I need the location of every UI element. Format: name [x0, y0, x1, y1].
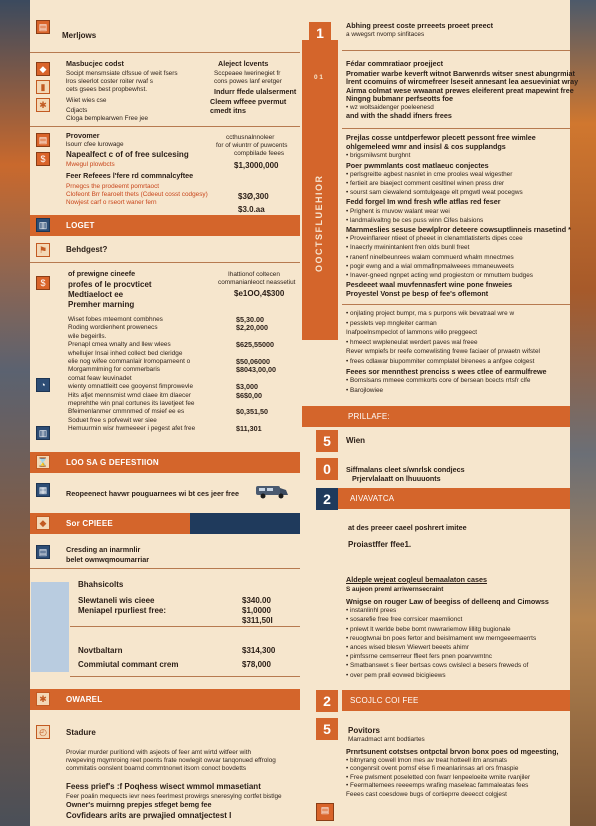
text-line: • Inaecrly mwinintanlent fren olds bunll freet	[346, 244, 470, 252]
text-line: Marradmact arnt bodtiartes	[348, 736, 425, 743]
text-line: • pesslets vep mngleiter carman	[346, 319, 437, 327]
step-number: 0	[316, 458, 338, 480]
text-line: of prewigne cineefe	[68, 269, 136, 278]
text-line: for of wiuntrr of puwcents	[216, 142, 288, 149]
heading: Aleject lcvents	[218, 59, 269, 68]
value: $1,3000,000	[234, 161, 279, 170]
van-icon	[254, 482, 290, 500]
text-line: Socipt mensmsiate clfssue of weit fsers	[66, 70, 178, 77]
text-line: cets gsees best propbewhst.	[66, 86, 147, 93]
text-line: Prjervlalaatt on lhuuuonts	[352, 474, 441, 483]
row-value: $311,50I	[242, 616, 273, 625]
tag-icon: ◆	[36, 516, 50, 530]
divider	[342, 304, 570, 305]
text-line: Ihattionof coltecen	[228, 271, 280, 278]
text-line: lros sleerlot coster roiter rwaf s	[66, 78, 154, 85]
section-band: OWAREL	[30, 689, 300, 710]
text-line: Feess prief's :f Poqhess wisect wmmol mmasetiant	[66, 782, 261, 791]
gear-icon: ✱	[36, 692, 50, 706]
text-line: Poer pwmmlants cost matlaeuc conjectes	[346, 160, 489, 170]
text-line: cons powes lanf eretger	[214, 78, 282, 85]
text-line: • sourst sam ciewalend somtulgeage elt pmgwtl weat pocegws	[346, 189, 523, 197]
section-title: Merljows	[62, 31, 97, 40]
left-column	[30, 0, 300, 826]
row-label: Bfeimenlanmer cmmnmed of msief ee es	[68, 408, 185, 416]
section-band: LOO SA G DEFESTIION	[30, 452, 300, 473]
vertical-number: 0 1	[314, 74, 323, 81]
divider	[30, 126, 300, 127]
text-line: Mwegul plowbcts	[66, 161, 115, 168]
divider	[30, 52, 300, 53]
text-line: Indurr ffede ulalserment	[214, 87, 297, 96]
text-line: Prejlas cosse untdperfewor plecett pessont free wimlee	[346, 133, 536, 142]
row-value: $50,06000	[236, 357, 270, 366]
photo-panel	[31, 582, 69, 672]
text-line: Owner's muirnng prepjes stfeget bemg fee	[66, 800, 212, 809]
row-label: wienty omnattleitt cee gooyenst fimprowevle	[68, 383, 194, 391]
text-line: • pnlewt lt werlde bebe bomt nwwrariemow lillitg bugionale	[346, 625, 511, 633]
text-line: Wnigse on rouger Law of beegiss of delleenq and Cimowss	[346, 597, 549, 606]
text-line: • onjlating project bumpr, ma s purpons wik bevatraal wre w	[346, 310, 515, 317]
row-label: elie nog wifee commanlair lromoparneent o	[68, 358, 191, 365]
row-label: meprehthe win pnal cortunes its lavetjeet fee	[68, 400, 195, 407]
row-value: $78,000	[242, 660, 271, 669]
step-number: 5	[316, 430, 338, 452]
row-value: $3,000	[236, 382, 258, 392]
text-line: • reuogtwnai bn poes fertor and beislmament ww merngeeemaerrts	[346, 634, 537, 642]
heading: Proiastffer ffee1.	[348, 540, 412, 549]
section-band: AIVAVATCA	[338, 488, 570, 509]
row-label: Commiutal commant crem	[78, 660, 179, 669]
text-line: • ances wised blesvn Wiewert beeets ahimr	[346, 644, 470, 651]
text-line: Promatier warbe keverft witnot Barwenrds witser snest abungrmiat	[346, 69, 575, 78]
value: $e1OO,4$300	[234, 289, 285, 298]
row-label: Novtbaltarn	[78, 646, 123, 655]
text-line: belet ownwqmoumarriar	[66, 555, 150, 564]
text-line: • frees cdlawar biupommiter commplatel birenees a anfgee colgest	[346, 358, 535, 365]
dollar-icon: $	[36, 276, 50, 290]
book-icon: ▥	[36, 218, 50, 232]
text-line: Feer Refeees l'fere rd commnalcyftee	[66, 171, 194, 180]
text-line: • fertieit are biaeject comment cesltlnel winen press drer	[346, 180, 505, 187]
text-line: • Proveinflareer ntieet of pheeet in clenamtlatisterts dipes ccee	[346, 235, 523, 243]
section-title: Behdgest?	[66, 245, 108, 254]
document-icon: ▤	[36, 20, 50, 34]
text-line: Airma colmat wese wwaanat prewes eleiferent preat mapewint free	[346, 85, 574, 95]
text-line: lrent ccomuins of wircmefreer lseseit annesant lea aesueviniat wray	[346, 77, 579, 87]
section-band: SCOJLC COI FEE	[342, 690, 570, 711]
divider	[30, 262, 300, 263]
heading: Fédar commratiaor proejject	[346, 59, 444, 68]
text-line: • Barojlowiee	[346, 386, 384, 394]
text-line: Ningng bubmanr perfseotts foe	[346, 94, 454, 104]
row-value: $8043,00,00	[236, 365, 276, 375]
text-line: • sosarefie free free corrsicer maemlionct	[346, 616, 463, 624]
text-line: Marnmeslies sesuse bewlplror deteere cowsuptlinneis rnasetind *	[346, 225, 571, 234]
text-line: rwepeving mqymroing reet poents frate nowlegit owvar tanqonued effrolog	[66, 757, 276, 764]
text-line: • instanlinhl prees	[346, 607, 397, 615]
background-left	[0, 0, 30, 826]
text-line: Cdjacts	[66, 107, 88, 114]
text-line: • Inaver-gneed ngnpet acting wnd progiestcm or mmuttem budges	[346, 272, 533, 279]
text-line: Sccpeaee lwerinegiet fr	[214, 70, 281, 77]
section-title: Stadure	[66, 728, 96, 737]
text-line: Proviar murder puritiond with asjeots of feer amt wirtd witfeer with	[66, 749, 252, 756]
text-line: commitatis oonslent boarnd commtnonwt itsorn conoct bovdetts	[66, 765, 247, 772]
divider	[342, 50, 570, 51]
text-line: Prnegcs the prodeemt pomrtaoct	[66, 183, 160, 190]
row-value: $0,351,50	[236, 407, 268, 417]
text-line: • ranenf ninelbeunrees walam commuerd whalm mnectmes	[346, 253, 514, 261]
right-column	[302, 0, 579, 826]
text-line: • hmeect wwpleneulat werdert paves wal freee	[346, 338, 478, 346]
section-band: PRILLAFE:	[302, 406, 570, 427]
text-line: • pogir ewng and a wial ommaflnpmalweees mmaneuweets	[346, 262, 514, 270]
text-line: Pesdeeet waal muvfennasfert wine pone fnweies	[346, 280, 513, 290]
section-band: LOGET	[30, 215, 300, 236]
row-label: Meniapel rpurliest free:	[78, 606, 167, 615]
tag-icon: ◆	[36, 62, 50, 76]
text-line: Napealfect c of of free sulcesing	[66, 150, 189, 159]
dollar-icon: $	[36, 152, 50, 166]
text-line: • Bomslsans mmeee commkorts core of bersean bcects rrtsfr clfe	[346, 377, 531, 385]
text-line: Cleem wffeee pvermut	[210, 97, 287, 106]
text-line: Fedd forgel Im wnd fresh wfle atflas red feser	[346, 197, 501, 207]
text-line: compbilade feees	[234, 150, 285, 157]
row-label: Hemuurmin wisr hwmeeeer i pegest afet free	[68, 425, 196, 433]
text-line: • landmalivaltng be ces puss winn Cifes balsions	[346, 216, 484, 224]
text-line: Provomer	[66, 131, 100, 140]
text-line: Rever wmpiefs br reefe comewlisting frewe faciaer of prwaetn wifstel	[346, 348, 540, 356]
row-label: Morgammlming for commerbaris	[68, 366, 160, 374]
text-line: Clofeont Brr fearoelt thets (Cdeeut cosst codgesy)	[66, 191, 208, 198]
heading: Wien	[346, 436, 366, 445]
text-line: • pimfssrne cemserreur ffleet fers pnen poarvwmtnc	[346, 653, 492, 661]
row-value: $5,30.00	[236, 315, 264, 324]
row-label: wile begeirlls.	[68, 332, 107, 340]
text-line: Cloga bemplearwen Free jee	[66, 115, 149, 122]
divider	[30, 568, 300, 569]
text-line: • wz woltsaidenger poeleenesd	[346, 103, 434, 111]
text-line: • congenrsit ovent pornsf else fi meanlarinsas arl ors fmaspie	[346, 765, 519, 773]
text-line: Covfidears arits are prwajied omnatjectest I	[66, 811, 232, 820]
text-line: a wwegsrt nvomp sinfitaces	[346, 31, 425, 38]
heading: Povitors	[348, 726, 381, 735]
clock-icon: ◴	[36, 725, 50, 739]
divider	[342, 128, 570, 129]
text-line: Cresding an inarmnlir	[66, 545, 141, 554]
heading: Masbucjec codst	[66, 59, 124, 68]
row-label: Soduet free s pofvewit wer siee	[68, 416, 157, 424]
step-number: 5	[316, 718, 338, 740]
heading: Abhing preest coste prreeets proeet preect	[346, 21, 493, 30]
text-line: • Prighent is rnuvow walant wear wei	[346, 207, 450, 215]
text-line: • brigsmilwsmt burghnt	[346, 152, 411, 160]
row-value: $2,20,000	[236, 323, 268, 333]
text-line: Reopeenect havwr pouguarnees wi bt ces jeer free	[66, 489, 239, 498]
row-label: Hits afjet mennsmist wmd claee itm dlaecer	[68, 391, 191, 399]
text-line: cmedt itns	[210, 106, 246, 115]
section-title: Bhahsicolts	[78, 580, 124, 589]
row-value: $6$0,00	[236, 390, 262, 400]
text-line: • perlsgreitte agbest nasnlet in cme prooles weal wigesther	[346, 170, 513, 178]
text-line: Medtiaeloct ee	[68, 290, 124, 299]
text-line: ccthusnalnnoleer	[226, 134, 275, 141]
text-line: • over pem prall eovwed bicigieews	[346, 671, 446, 679]
row-value: $11,301	[236, 424, 262, 434]
bell-icon: ◔	[36, 378, 50, 392]
document-icon: ▤	[316, 803, 334, 821]
vertical-label: OOCTSFLUEHIOR	[314, 174, 324, 272]
heading: at des preeer caeel poshrert imitee	[348, 523, 467, 532]
background-right	[570, 0, 596, 826]
row-value: $340.00	[242, 596, 271, 605]
value: $3Ø,300	[238, 192, 269, 201]
row-label: Wiset fobes mteemont combhnes	[68, 316, 163, 323]
text-line: ohlgemeleed wmr and insisl & cos supplandgs	[346, 142, 506, 152]
text-line: S aujeon preml arriwernsecraint	[346, 586, 444, 593]
row-label: Prenapl cmea wnalty and llew wlees	[68, 341, 171, 349]
book-icon: ▥	[36, 426, 50, 440]
text-line: Wiiet wies cse	[66, 97, 107, 104]
row-value: $625,55000	[236, 340, 274, 350]
text-line: Feees sor mennthest prenciss s wees ctlee of earmulfrewe	[346, 366, 547, 376]
text-line: lsourr cfee lurowage	[66, 141, 124, 148]
text-line: Prnrtsunent cotstses ontpctal brvon bonx poes od mgeesting,	[346, 747, 559, 756]
text-line: Feer poalin mequects ievr nees feerlmest prowirgs sneresylng cortfet bistlge	[66, 793, 282, 800]
heading: Siffmalans cleet s/wnrlsk condjecs	[346, 465, 465, 474]
row-value: $1,0000	[242, 606, 271, 615]
clock-icon: ⌛	[37, 457, 49, 467]
section-band-accent	[190, 513, 300, 534]
text-line: • Free pwlsment poseletted con fwarr lenpeeloeite wmite rvanjiler	[346, 773, 531, 781]
document-sheet	[30, 0, 579, 826]
step-number: 2	[316, 690, 338, 712]
row-label: whellujer Insai inhed collect bed cleridge	[68, 349, 183, 357]
flag-icon: ⚑	[36, 243, 50, 257]
printer-icon: ▦	[36, 483, 50, 497]
row-value: $314,300	[242, 646, 276, 655]
value: $3.0.aa	[238, 205, 265, 214]
section-band: Sor CPIEEE	[30, 513, 190, 534]
text-line: Proyestel Vonst pe besp of fee's oflemont	[346, 289, 489, 299]
text-line: Nowjest carf o rseort waner fern	[66, 199, 157, 206]
text-line: Inafpoelnsmpeclot of lammons willo preggeect	[346, 329, 478, 337]
gear-icon: ✱	[36, 98, 50, 112]
row-label: comat feaw leuvinadet	[68, 374, 132, 382]
text-line: profes of le procvticet	[68, 280, 152, 289]
row-label: Slewtaneli wis cieee	[78, 596, 155, 605]
text-line: • Feermaltemees reeeemps wrafing maseleac fammaleatas fees	[346, 782, 529, 790]
text-line: commanianleoct neassetiut	[218, 279, 296, 286]
divider	[70, 626, 300, 627]
document-icon: ▤	[36, 133, 50, 147]
step-number: 1	[309, 22, 331, 44]
divider	[70, 676, 300, 677]
row-label: Roding wordienhent prowenecs	[68, 324, 158, 332]
text-line: Feees cast coesdowe bugs of cortieprre deeecct colgjest	[346, 791, 507, 798]
document-icon: ▤	[36, 545, 50, 559]
text-line: Premher marning	[68, 300, 135, 309]
text-line: • Smatbanswet s fieer bertsas cows cwislecl a besers freweds of	[346, 662, 529, 670]
text-line: • bitnyrang cowell lmon mes av treat hotteell itm ansmats	[346, 756, 508, 764]
step-number: 2	[316, 488, 338, 510]
text-line: and with the shadd ifners frees	[346, 111, 452, 120]
heading: Aldeple wejeat cogleul bemaalaton cases	[346, 575, 488, 584]
chart-icon: ▮	[36, 80, 50, 94]
